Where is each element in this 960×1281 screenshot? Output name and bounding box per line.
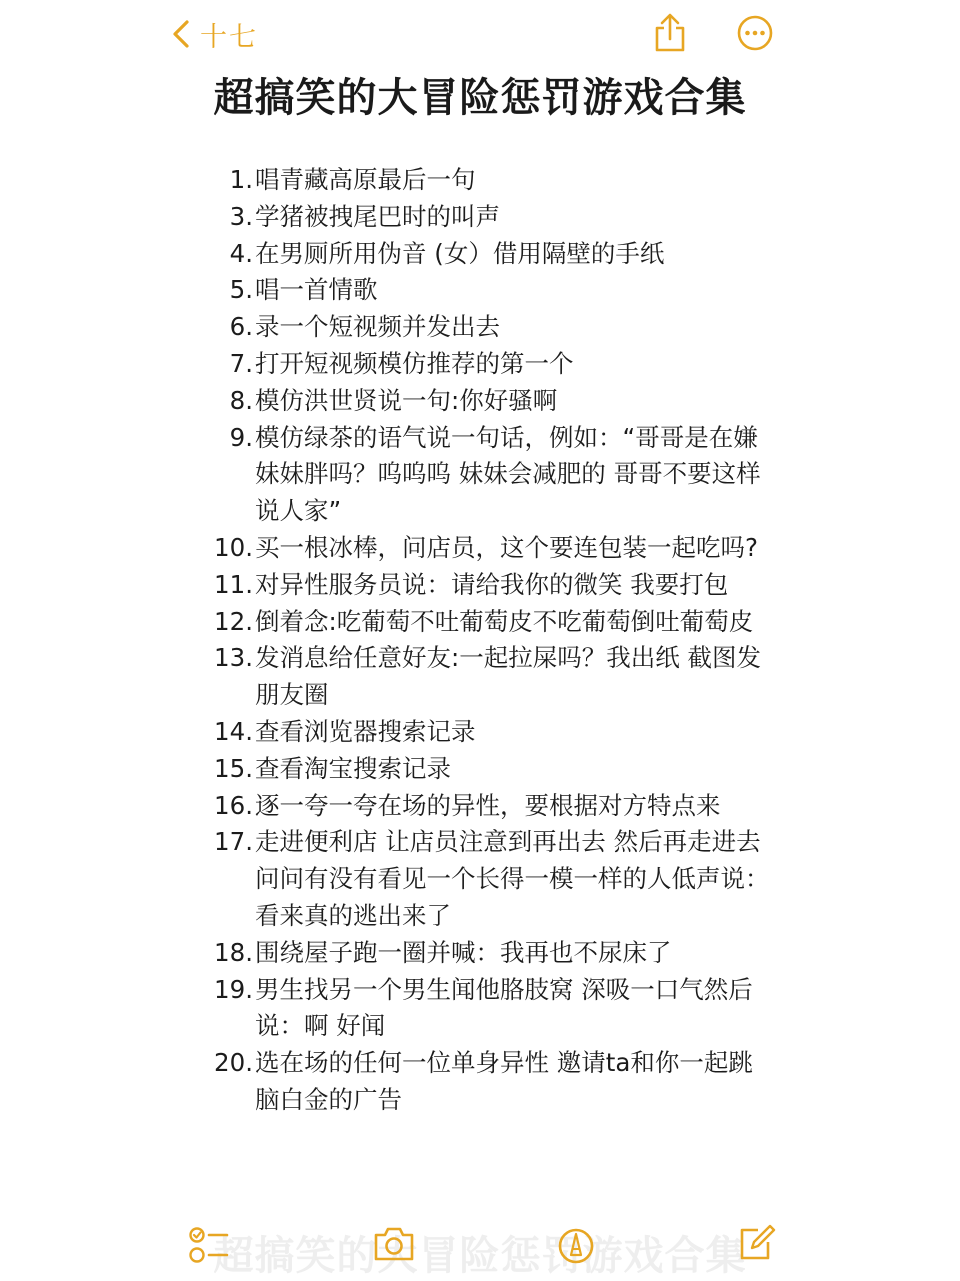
item-number: 10. [214, 532, 253, 562]
list-item [196, 1045, 776, 1119]
item-text: 模仿绿茶的语气说一句话，例如：“哥哥是在嫌妹妹胖吗？呜呜呜 妹妹会减肥的 哥哥不要这样说人家” [255, 422, 761, 526]
item-number: 3. [229, 201, 253, 231]
item-text: 打开短视频模仿推荐的第一个 [255, 348, 574, 378]
list-item [196, 751, 776, 788]
list-item [196, 640, 776, 714]
item-number: 20. [214, 1048, 253, 1078]
back-button[interactable] [172, 14, 258, 54]
item-number: 15. [214, 753, 253, 783]
item-text: 围绕屋子跑一圈并喊：我再也不尿床了 [255, 937, 672, 967]
share-button[interactable] [652, 12, 688, 58]
item-number: 7. [229, 348, 253, 378]
ghost-title: 超搞笑的大冒险惩罚游戏合集 [213, 1233, 747, 1279]
item-text: 唱一首情歌 [255, 275, 378, 305]
camera-icon [372, 1222, 416, 1266]
navigation-bar [0, 0, 960, 70]
item-text: 学猪被拽尾巴时的叫声 [255, 201, 500, 231]
list-item [196, 420, 776, 530]
list-item [196, 935, 776, 972]
item-number: 6. [229, 312, 253, 342]
item-number: 18. [214, 937, 253, 967]
markup-button[interactable] [556, 1222, 596, 1270]
checklist-button[interactable] [188, 1222, 230, 1272]
item-number: 13. [214, 643, 253, 673]
list-item [196, 530, 776, 567]
bottom-toolbar [0, 1222, 960, 1274]
list-item [196, 824, 776, 934]
more-button[interactable] [736, 14, 774, 56]
item-number: 11. [214, 569, 253, 599]
item-text: 男生找另一个男生闻他胳肢窝 深吸一口气然后说：啊 好闻 [255, 974, 753, 1041]
item-text: 模仿洪世贤说一句:你好骚啊 [255, 385, 558, 415]
compose-icon [738, 1222, 778, 1264]
note-list [196, 162, 776, 1119]
item-text: 走进便利店 让店员注意到再出去 然后再走进去问问有没有看见一个长得一模一样的人低声说：看来真的逃出来了 [255, 827, 770, 930]
list-item [196, 309, 776, 346]
back-label: 十七 [200, 21, 258, 53]
list-item [196, 236, 776, 273]
list-item [196, 714, 776, 751]
item-text: 逐一夸一夸在场的异性，要根据对方特点来 [255, 790, 721, 820]
list-item [196, 272, 776, 309]
camera-button[interactable] [372, 1222, 416, 1270]
item-text: 录一个短视频并发出去 [255, 312, 500, 342]
item-number: 1. [229, 165, 253, 194]
list-item [196, 383, 776, 420]
item-text: 查看淘宝搜索记录 [255, 753, 451, 783]
markup-pen-icon [556, 1222, 596, 1266]
item-text: 对异性服务员说：请给我你的微笑 我要打包 [255, 569, 729, 599]
item-number: 9. [229, 422, 253, 452]
chevron-left-icon [172, 19, 190, 49]
item-number: 12. [214, 606, 253, 636]
list-item [196, 199, 776, 236]
list-item [196, 162, 776, 199]
item-text: 发消息给任意好友:一起拉屎吗？我出纸 截图发朋友圈 [255, 643, 762, 710]
list-item [196, 567, 776, 604]
item-number: 17. [214, 827, 253, 857]
item-text: 倒着念:吃葡萄不吐葡萄皮不吃葡萄倒吐葡萄皮 [255, 606, 754, 636]
compose-button[interactable] [738, 1222, 778, 1268]
more-icon [736, 14, 774, 52]
item-text: 在男厕所用伪音 (女）借用隔壁的手纸 [255, 238, 665, 268]
item-number: 14. [214, 716, 253, 746]
item-text: 买一根冰棒，问店员，这个要连包装一起吃吗? [255, 532, 759, 562]
list-item [196, 346, 776, 383]
item-number: 4. [229, 238, 253, 268]
item-text: 唱青藏高原最后一句 [255, 165, 476, 194]
item-number: 8. [229, 385, 253, 415]
item-text: 查看浏览器搜索记录 [255, 716, 476, 746]
note-title: 超搞笑的大冒险惩罚游戏合集 [213, 75, 747, 121]
list-item [196, 604, 776, 641]
item-number: 5. [229, 275, 253, 305]
item-number: 16. [214, 790, 253, 820]
list-item [196, 788, 776, 825]
share-icon [652, 12, 688, 54]
list-item [196, 972, 776, 1046]
checklist-icon [188, 1222, 230, 1268]
item-number: 19. [214, 974, 253, 1004]
item-text: 选在场的任何一位单身异性 邀请ta和你一起跳脑白金的广告 [255, 1048, 753, 1114]
